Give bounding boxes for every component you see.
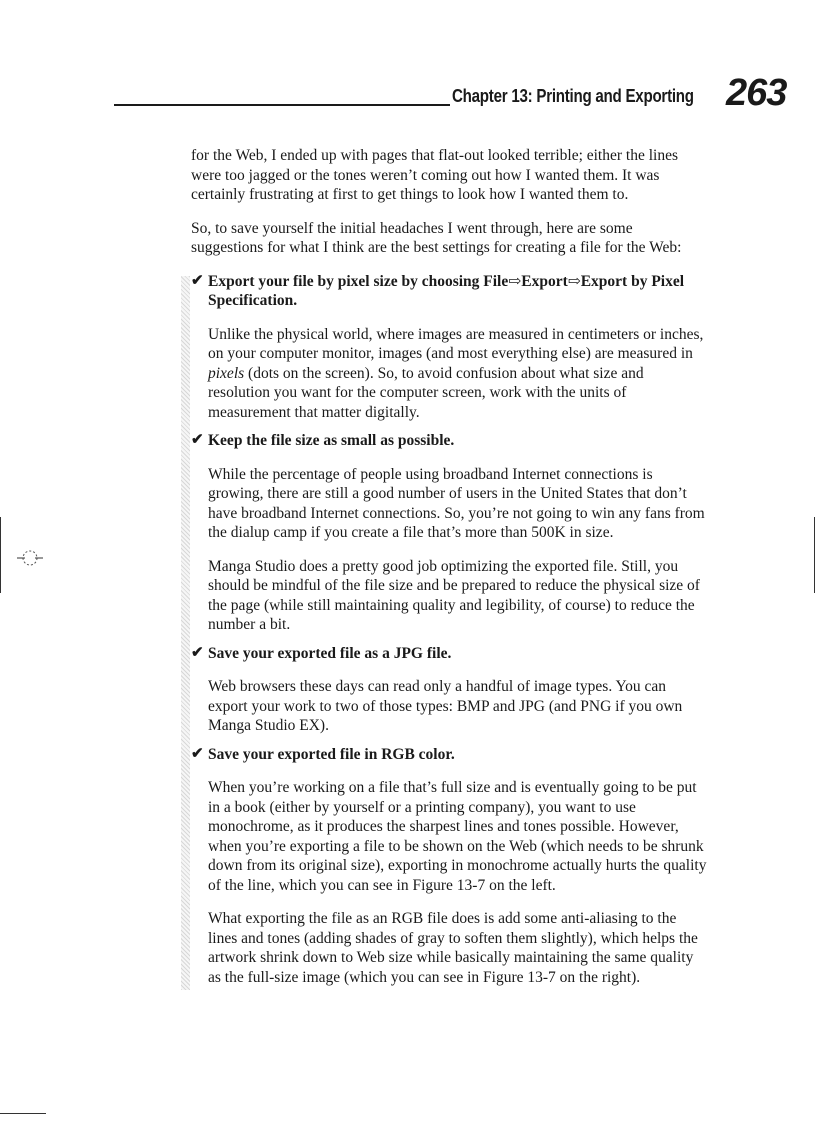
emphasis: pixels: [208, 364, 245, 382]
crop-mark: [0, 1113, 46, 1114]
intro-paragraph: for the Web, I ended up with pages that flat-out looked terrible; either the lines were too jagged or the tones weren’t coming out how I wanted them. It was certainly frustrating at first to get things to look how I wanted them to.: [191, 147, 678, 203]
bullet-heading: Save your exported file in RGB color.: [208, 745, 455, 763]
list-item: [191, 745, 707, 988]
intro-paragraph: So, to save yourself the initial headaches I went through, here are some suggestions for what I think are the best settings for creating a file for the Web:: [191, 219, 682, 256]
check-icon: ✔: [191, 272, 204, 289]
bullet-body: Web browsers these days can read only a handful of image types. You can export your work to two of those types: BMP and JPG (and PNG if you own Manga Studio EX).: [208, 678, 683, 734]
header-rule: [114, 104, 450, 106]
check-icon: ✔: [191, 644, 204, 661]
bullet-heading: Save your exported file as a JPG file.: [208, 644, 452, 662]
bullet-body: Manga Studio does a pretty good job optimizing the exported file. Still, you should be mindful of the file size and be prepared to reduce the physical size of the page (while still maintaining quality and legibility, of course) to reduce the number a bit.: [208, 557, 700, 633]
crop-mark: [0, 517, 1, 593]
list-item: [191, 431, 707, 635]
check-icon: ✔: [191, 432, 204, 448]
bullet-body: What exporting the file as an RGB file does is add some anti-aliasing to the lines and tones (adding shades of gray to soften them slightly), which helps the artwork shrink down to Web size while basically maintaining the same quality as the full-size image (which you can see in Figure 13-7 on the right).: [208, 910, 698, 986]
bullet-heading: Keep the file size as small as possible.: [208, 432, 455, 449]
check-icon: ✔: [191, 745, 204, 762]
sidebar-hatch: [181, 276, 190, 990]
list-item: [191, 272, 707, 423]
registration-mark-icon: [17, 545, 43, 571]
list-item: [191, 644, 707, 736]
crop-mark: [814, 517, 815, 593]
page-body: [191, 146, 707, 996]
page-number: 263: [726, 72, 787, 114]
bullet-list: [191, 272, 707, 988]
bullet-heading: Export your file by pixel size by choosing File⇨Export⇨Export by Pixel Specification.: [208, 272, 685, 309]
chapter-title: Chapter 13: Printing and Exporting: [452, 86, 694, 106]
bullet-body: Unlike the physical world, where images are measured in centimeters or inches, on your computer monitor, images (and most everything else) are measured in pixels (dots on the screen). So, to avoid confusion about what size and resolution you want for the computer screen, work with the units of measurement that matter digitally.: [208, 325, 704, 421]
bullet-body: When you’re working on a file that’s full size and is eventually going to be put in a book (either by yourself or a printing company), you want to use monochrome, as it produces the sharpest lines and tones possible. However, when you’re exporting a file to be shown on the Web (which needs to be shrunk down from its original size), exporting in monochrome actually hurts the quality of the line, which you can see in Figure 13-7 on the left.: [208, 779, 707, 894]
bullet-body: While the percentage of people using broadband Internet connections is growing, there are still a good number of users in the United States that don’t have broadband Internet connections. So, you’re not going to win any fans from the dialup camp if you create a file that’s more than 500K in size.: [208, 465, 705, 541]
